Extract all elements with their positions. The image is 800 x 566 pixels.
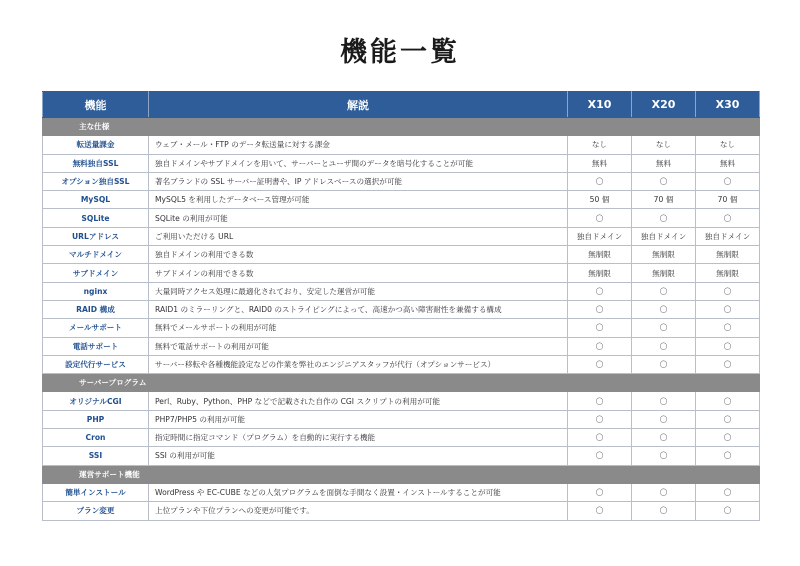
feature-name: URLアドレス bbox=[43, 227, 149, 245]
feature-description: サーバー移転や各種機能設定などの作業を弊社のエンジニアスタッフが代行（オプションサービス） bbox=[149, 355, 568, 373]
plan-value-x20: 〇 bbox=[632, 429, 696, 447]
feature-name: 簡単インストール bbox=[43, 483, 149, 501]
table-row bbox=[43, 392, 760, 410]
plan-value-x20: 〇 bbox=[632, 410, 696, 428]
plan-value-x20: 〇 bbox=[632, 282, 696, 300]
plan-value-x20: 〇 bbox=[632, 447, 696, 465]
plan-value-x20: 〇 bbox=[632, 337, 696, 355]
plan-value-x20: 〇 bbox=[632, 300, 696, 318]
plan-value-x10: 〇 bbox=[568, 483, 632, 501]
plan-value-x20: 〇 bbox=[632, 319, 696, 337]
feature-name: 無料独自SSL bbox=[43, 154, 149, 172]
table-row bbox=[43, 172, 760, 190]
column-header-x30: X30 bbox=[696, 92, 760, 118]
plan-value-x10: 〇 bbox=[568, 209, 632, 227]
feature-name: RAID 構成 bbox=[43, 300, 149, 318]
table-row bbox=[43, 209, 760, 227]
table-header bbox=[43, 92, 760, 118]
plan-value-x10: 〇 bbox=[568, 355, 632, 373]
plan-value-x10: 50 個 bbox=[568, 191, 632, 209]
table-row bbox=[43, 264, 760, 282]
table-row bbox=[43, 483, 760, 501]
plan-value-x30: 〇 bbox=[696, 502, 760, 520]
section-label: 運営サポート機能 bbox=[43, 465, 760, 483]
plan-value-x20: 独自ドメイン bbox=[632, 227, 696, 245]
plan-value-x20: 〇 bbox=[632, 392, 696, 410]
plan-value-x10: 〇 bbox=[568, 410, 632, 428]
table-row bbox=[43, 502, 760, 520]
plan-value-x30: 〇 bbox=[696, 282, 760, 300]
feature-description: 無料でメールサポートの利用が可能 bbox=[149, 319, 568, 337]
feature-name: オプション独自SSL bbox=[43, 172, 149, 190]
feature-description: WordPress や EC-CUBE などの人気プログラムを面倒な手間なく設置・インストールすることが可能 bbox=[149, 483, 568, 501]
table-row bbox=[43, 246, 760, 264]
plan-value-x30: なし bbox=[696, 136, 760, 154]
plan-value-x30: 独自ドメイン bbox=[696, 227, 760, 245]
table-row bbox=[43, 429, 760, 447]
feature-description: SSI の利用が可能 bbox=[149, 447, 568, 465]
plan-value-x30: 無制限 bbox=[696, 264, 760, 282]
feature-description: ウェブ・メール・FTP のデータ転送量に対する課金 bbox=[149, 136, 568, 154]
feature-description: 著名ブランドの SSL サーバー証明書や、IP アドレスベースの選択が可能 bbox=[149, 172, 568, 190]
plan-value-x30: 〇 bbox=[696, 355, 760, 373]
feature-name: Cron bbox=[43, 429, 149, 447]
plan-value-x30: 〇 bbox=[696, 209, 760, 227]
plan-value-x30: 〇 bbox=[696, 392, 760, 410]
plan-value-x20: 〇 bbox=[632, 355, 696, 373]
plan-value-x10: 〇 bbox=[568, 447, 632, 465]
plan-value-x30: 無制限 bbox=[696, 246, 760, 264]
table-row bbox=[43, 337, 760, 355]
feature-description: SQLite の利用が可能 bbox=[149, 209, 568, 227]
plan-value-x20: 70 個 bbox=[632, 191, 696, 209]
plan-value-x30: 〇 bbox=[696, 429, 760, 447]
plan-value-x20: 〇 bbox=[632, 172, 696, 190]
plan-value-x10: 〇 bbox=[568, 429, 632, 447]
column-header-description: 解説 bbox=[149, 92, 568, 118]
table-row bbox=[43, 319, 760, 337]
plan-value-x10: 無料 bbox=[568, 154, 632, 172]
feature-name: 設定代行サービス bbox=[43, 355, 149, 373]
plan-value-x10: 〇 bbox=[568, 172, 632, 190]
plan-value-x10: 無制限 bbox=[568, 264, 632, 282]
feature-description: 独自ドメインやサブドメインを用いて、サーバーとユーザ間のデータを暗号化することが可能 bbox=[149, 154, 568, 172]
feature-description: 大量同時アクセス処理に最適化されており、安定した運営が可能 bbox=[149, 282, 568, 300]
plan-value-x30: 70 個 bbox=[696, 191, 760, 209]
feature-name: PHP bbox=[43, 410, 149, 428]
column-header-x20: X20 bbox=[632, 92, 696, 118]
table-body bbox=[43, 118, 760, 521]
table-row bbox=[43, 282, 760, 300]
plan-value-x10: 〇 bbox=[568, 282, 632, 300]
plan-value-x30: 〇 bbox=[696, 447, 760, 465]
plan-value-x20: 無制限 bbox=[632, 246, 696, 264]
feature-name: 転送量課金 bbox=[43, 136, 149, 154]
feature-name: 電話サポート bbox=[43, 337, 149, 355]
section-row bbox=[43, 465, 760, 483]
plan-value-x20: 〇 bbox=[632, 483, 696, 501]
feature-name: メールサポート bbox=[43, 319, 149, 337]
feature-name: MySQL bbox=[43, 191, 149, 209]
feature-description: PHP7/PHP5 の利用が可能 bbox=[149, 410, 568, 428]
feature-description: RAID1 のミラーリングと、RAID0 のストライピングによって、高速かつ高い障害耐性を兼備する構成 bbox=[149, 300, 568, 318]
feature-name: SSI bbox=[43, 447, 149, 465]
plan-value-x10: 〇 bbox=[568, 337, 632, 355]
plan-value-x10: 独自ドメイン bbox=[568, 227, 632, 245]
feature-name: プラン変更 bbox=[43, 502, 149, 520]
feature-description: MySQL5 を利用したデータベース管理が可能 bbox=[149, 191, 568, 209]
table-row bbox=[43, 410, 760, 428]
table-row bbox=[43, 227, 760, 245]
table-row bbox=[43, 447, 760, 465]
section-label: 主な仕様 bbox=[43, 118, 760, 136]
plan-value-x30: 〇 bbox=[696, 483, 760, 501]
plan-value-x20: 無制限 bbox=[632, 264, 696, 282]
feature-name: マルチドメイン bbox=[43, 246, 149, 264]
plan-value-x30: 〇 bbox=[696, 319, 760, 337]
feature-description: サブドメインの利用できる数 bbox=[149, 264, 568, 282]
plan-value-x20: なし bbox=[632, 136, 696, 154]
plan-value-x30: 無料 bbox=[696, 154, 760, 172]
feature-description: 無料で電話サポートの利用が可能 bbox=[149, 337, 568, 355]
feature-description: Perl、Ruby、Python、PHP などで記載された自作の CGI スクリプトの利用が可能 bbox=[149, 392, 568, 410]
plan-value-x30: 〇 bbox=[696, 300, 760, 318]
feature-name: nginx bbox=[43, 282, 149, 300]
section-row bbox=[43, 118, 760, 136]
feature-name: サブドメイン bbox=[43, 264, 149, 282]
feature-name: オリジナルCGI bbox=[43, 392, 149, 410]
plan-value-x20: 〇 bbox=[632, 502, 696, 520]
plan-value-x10: 〇 bbox=[568, 300, 632, 318]
plan-value-x10: 〇 bbox=[568, 502, 632, 520]
feature-description: 独自ドメインの利用できる数 bbox=[149, 246, 568, 264]
section-label: サーバープログラム bbox=[43, 374, 760, 392]
plan-value-x20: 無料 bbox=[632, 154, 696, 172]
plan-value-x30: 〇 bbox=[696, 410, 760, 428]
table-row bbox=[43, 154, 760, 172]
plan-value-x30: 〇 bbox=[696, 337, 760, 355]
plan-value-x20: 〇 bbox=[632, 209, 696, 227]
page-title: 機能一覧 bbox=[340, 37, 460, 68]
section-row bbox=[43, 374, 760, 392]
table-row bbox=[43, 300, 760, 318]
plan-value-x30: 〇 bbox=[696, 172, 760, 190]
table-row bbox=[43, 191, 760, 209]
column-header-x10: X10 bbox=[568, 92, 632, 118]
plan-value-x10: なし bbox=[568, 136, 632, 154]
plan-value-x10: 〇 bbox=[568, 392, 632, 410]
plan-value-x10: 〇 bbox=[568, 319, 632, 337]
feature-description: 指定時間に指定コマンド（プログラム）を自動的に実行する機能 bbox=[149, 429, 568, 447]
table-row bbox=[43, 136, 760, 154]
feature-description: ご利用いただける URL bbox=[149, 227, 568, 245]
column-header-feature: 機能 bbox=[43, 92, 149, 118]
feature-table bbox=[42, 91, 760, 521]
feature-name: SQLite bbox=[43, 209, 149, 227]
feature-description: 上位プランや下位プランへの変更が可能です。 bbox=[149, 502, 568, 520]
plan-value-x10: 無制限 bbox=[568, 246, 632, 264]
table-row bbox=[43, 355, 760, 373]
